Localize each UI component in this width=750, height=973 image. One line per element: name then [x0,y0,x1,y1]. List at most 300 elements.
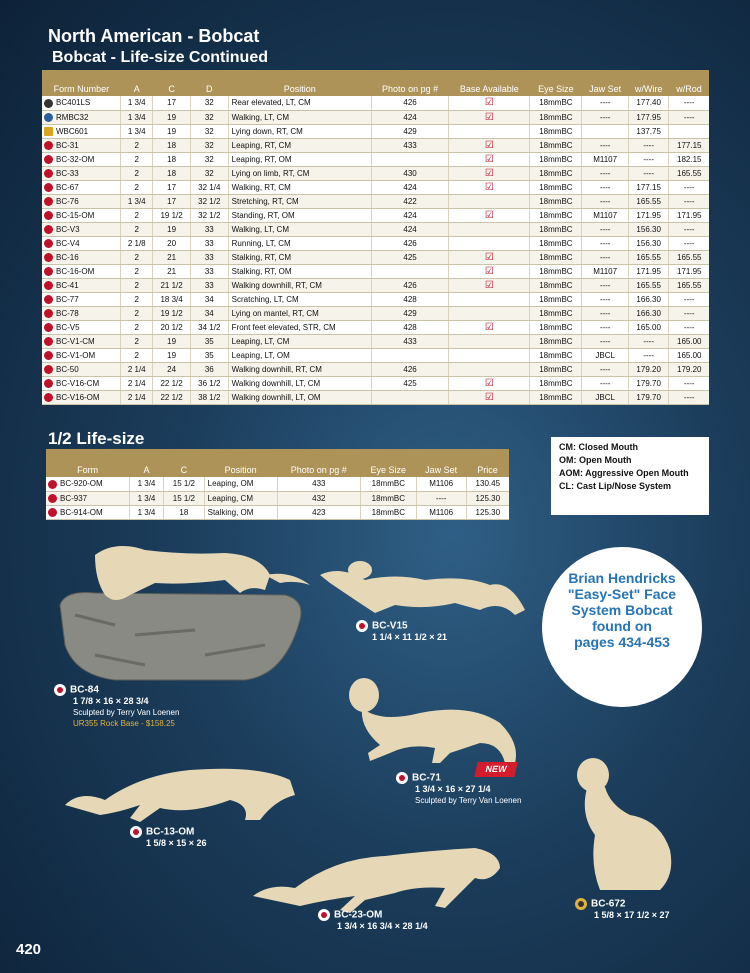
table-row [42,376,709,390]
c-cell: 20 1/2 [153,320,191,334]
table-row [42,222,709,236]
callout-line: Brian Hendricks [568,570,676,586]
a-cell: 2 1/4 [121,362,153,376]
table-row [42,278,709,292]
legend-cm: CM: Closed Mouth [559,442,638,452]
jaw-cell: ---- [582,236,628,250]
pos-cell: Leaping, LT, CM [228,334,371,348]
base-cell [449,334,530,348]
form-number: BC-920-OM [60,479,103,489]
a-cell: 2 [121,334,153,348]
jaw-cell: ---- [582,306,628,320]
callout-line: found on [592,618,652,634]
wire-cell: 179.70 [628,376,669,390]
bc-71-figure [340,673,525,768]
c-cell: 20 [153,236,191,250]
form-number: BC-41 [56,280,79,290]
jaw-cell: M1107 [582,264,628,278]
form-number-cell [42,334,121,348]
photo-cell: 428 [371,320,448,334]
rod-cell: ---- [669,376,709,390]
a-cell: 1 3/4 [129,505,163,519]
base-cell [449,306,530,320]
c-cell: 21 1/2 [153,278,191,292]
form-type-icon [54,684,66,696]
column-header: Base Available [449,70,530,96]
c-cell: 18 [153,138,191,152]
base-cell: ☑ [449,208,530,222]
product-id: BC-672 [591,898,626,910]
pos-cell: Leaping, RT, CM [228,138,371,152]
column-header: w/Wire [628,70,669,96]
jaw-cell: JBCL [582,390,628,404]
eye-cell: 18mmBC [530,222,582,236]
table-row [42,250,709,264]
eye-cell: 18mmBC [530,250,582,264]
pos-cell: Stalking, OM [204,505,277,519]
eye-cell: 18mmBC [360,477,416,491]
eye-cell: 18mmBC [530,334,582,348]
pos-cell: Walking, LT, CM [228,222,371,236]
form-number: RMBC32 [56,112,89,122]
a-cell: 2 1/4 [121,376,153,390]
product-id: BC-13-OM [146,826,195,838]
rod-cell: ---- [669,180,709,194]
rod-cell: 165.55 [669,166,709,180]
a-cell: 1 3/4 [121,110,153,124]
a-cell: 2 [121,138,153,152]
jaw-cell: ---- [582,222,628,236]
form-type-icon [48,494,57,503]
form-type-icon [356,620,368,632]
d-cell: 35 [190,334,228,348]
wire-cell: 166.30 [628,306,669,320]
rod-cell: ---- [669,222,709,236]
table-row [46,477,509,491]
base-cell: ☑ [449,110,530,124]
a-cell: 1 3/4 [129,477,163,491]
form-number: BC-V3 [56,224,80,234]
form-type-icon [44,253,53,262]
easy-set-callout [542,547,702,707]
page-title: North American - Bobcat [48,26,260,46]
base-cell: ☑ [449,96,530,110]
jaw-cell: JBCL [582,348,628,362]
bc-84-caption [54,684,179,729]
form-type-icon [44,113,53,122]
d-cell: 32 1/2 [190,194,228,208]
wire-cell: 166.30 [628,292,669,306]
table-row [42,320,709,334]
photo-cell: 424 [371,180,448,194]
wire-cell: 179.20 [628,362,669,376]
eye-cell: 18mmBC [530,180,582,194]
form-type-icon [575,898,587,910]
pos-cell: Leaping, CM [204,491,277,505]
eye-cell: 18mmBC [530,110,582,124]
wire-cell: ---- [628,138,669,152]
pos-cell: Leaping, RT, OM [228,152,371,166]
column-header: C [164,449,204,477]
bc-v15-figure [315,555,530,625]
pos-cell: Walking downhill, LT, OM [228,390,371,404]
photo-cell: 433 [371,334,448,348]
table-row [42,292,709,306]
form-number: BC-32-OM [56,154,95,164]
table-row [42,194,709,208]
wire-cell: 137.75 [628,124,669,138]
a-cell: 2 [121,152,153,166]
form-type-icon [44,225,53,234]
eye-cell: 18mmBC [530,306,582,320]
d-cell: 36 1/2 [190,376,228,390]
pos-cell: Lying on limb, RT, CM [228,166,371,180]
d-cell: 34 1/2 [190,320,228,334]
d-cell: 32 [190,152,228,166]
legend-cl: CL: Cast Lip/Nose System [559,481,672,491]
form-type-icon [396,772,408,784]
form-number-cell [42,180,121,194]
form-number-cell [42,320,121,334]
form-number: BC-15-OM [56,210,95,220]
jaw-cell: M1107 [582,208,628,222]
form-number-cell [42,250,121,264]
jaw-cell: ---- [582,292,628,306]
pos-cell: Scratching, LT, CM [228,292,371,306]
product-dims: 1 1/4 × 11 1/2 × 21 [372,632,448,642]
eye-cell: 18mmBC [530,292,582,306]
table-row [42,110,709,124]
pos-cell: Lying on mantel, RT, CM [228,306,371,320]
table-row [42,180,709,194]
bc-672-caption [575,898,670,921]
a-cell: 1 3/4 [129,491,163,505]
c-cell: 21 [153,264,191,278]
jaw-cell: ---- [582,166,628,180]
column-header: Position [228,70,371,96]
table-row [46,491,509,505]
jaw-cell: ---- [582,110,628,124]
photo-cell: 433 [277,477,360,491]
column-header: A [129,449,163,477]
rod-cell: 171.95 [669,208,709,222]
price-cell: 125.30 [466,505,509,519]
form-number-cell [42,236,121,250]
column-header: Jaw Set [582,70,628,96]
base-cell: ☑ [449,376,530,390]
photo-cell: 425 [371,250,448,264]
table-row [42,348,709,362]
form-type-icon [44,141,53,150]
column-header: C [153,70,191,96]
d-cell: 36 [190,362,228,376]
eye-cell: 18mmBC [530,96,582,110]
table-row [42,124,709,138]
form-number: BC-V4 [56,238,80,248]
bc-13-om-figure [60,760,300,830]
abbreviation-legend [551,437,709,515]
c-cell: 19 1/2 [153,208,191,222]
form-number: BC-67 [56,182,79,192]
photo-cell: 423 [277,505,360,519]
photo-cell: 428 [371,292,448,306]
jaw-cell: ---- [582,250,628,264]
jaw-cell: ---- [582,180,628,194]
form-number: BC-V1-CM [56,336,95,346]
form-number: BC-V16-CM [56,378,100,388]
table-row [42,390,709,404]
product-dims: 1 5/8 × 17 1/2 × 27 [594,910,670,920]
eye-cell: 18mmBC [530,278,582,292]
rod-cell: ---- [669,96,709,110]
photo-cell: 425 [371,376,448,390]
form-number: BC-914-OM [60,507,103,517]
eye-cell: 18mmBC [530,208,582,222]
c-cell: 19 [153,222,191,236]
photo-cell: 429 [371,306,448,320]
photo-cell [371,264,448,278]
c-cell: 18 [164,505,204,519]
form-type-icon [44,379,53,388]
table-row [42,306,709,320]
d-cell: 32 [190,96,228,110]
callout-line: System Bobcat [571,602,673,618]
pos-cell: Leaping, LT, OM [228,348,371,362]
d-cell: 34 [190,306,228,320]
wire-cell: 156.30 [628,222,669,236]
eye-cell: 18mmBC [530,390,582,404]
a-cell: 1 3/4 [121,96,153,110]
base-cell: ☑ [449,152,530,166]
wire-cell: 165.00 [628,320,669,334]
form-type-icon [44,183,53,192]
jaw-cell [582,124,628,138]
form-type-icon [44,281,53,290]
photo-cell: 422 [371,194,448,208]
rod-cell: ---- [669,306,709,320]
d-cell: 32 1/2 [190,208,228,222]
wire-cell: 171.95 [628,264,669,278]
product-dims: 1 5/8 × 15 × 26 [146,838,207,848]
form-number-cell [42,306,121,320]
form-type-icon [48,508,57,517]
rod-cell: 165.00 [669,334,709,348]
base-cell: ☑ [449,390,530,404]
form-number: BC401LS [56,98,91,108]
jaw-cell: M1106 [416,505,466,519]
price-cell: 130.45 [466,477,509,491]
wire-cell: 177.40 [628,96,669,110]
pos-cell: Rear elevated, LT, CM [228,96,371,110]
a-cell: 1 3/4 [121,124,153,138]
form-number-cell [42,376,121,390]
wire-cell: ---- [628,334,669,348]
wire-cell: 165.55 [628,194,669,208]
form-number: BC-50 [56,364,79,374]
table-row [42,208,709,222]
a-cell: 2 [121,264,153,278]
pos-cell: Leaping, OM [204,477,277,491]
column-header: Price [466,449,509,477]
c-cell: 19 [153,124,191,138]
pos-cell: Front feet elevated, STR, CM [228,320,371,334]
base-cell [449,236,530,250]
form-number: BC-78 [56,308,79,318]
column-header: Position [204,449,277,477]
a-cell: 2 [121,250,153,264]
form-type-icon [44,239,53,248]
product-dims: 1 3/4 × 16 × 27 1/4 [415,784,491,794]
eye-cell: 18mmBC [360,505,416,519]
eye-cell: 18mmBC [530,138,582,152]
photo-cell: 433 [371,138,448,152]
rod-cell: ---- [669,194,709,208]
form-number: WBC601 [56,126,89,136]
form-type-icon [44,169,53,178]
form-number-cell [42,194,121,208]
a-cell: 2 [121,222,153,236]
photo-cell: 432 [277,491,360,505]
bc-84-figure [55,535,315,685]
base-cell [449,124,530,138]
form-number: BC-33 [56,168,79,178]
a-cell: 2 [121,278,153,292]
eye-cell: 18mmBC [530,236,582,250]
c-cell: 24 [153,362,191,376]
column-header: A [121,70,153,96]
wire-cell: ---- [628,166,669,180]
d-cell: 34 [190,292,228,306]
table-row [42,236,709,250]
product-id: BC-V15 [372,620,408,632]
form-type-icon [44,197,53,206]
form-type-icon [318,909,330,921]
eye-cell: 18mmBC [530,376,582,390]
product-dims: 1 3/4 × 16 3/4 × 28 1/4 [337,921,428,931]
d-cell: 32 [190,110,228,124]
photo-cell: 424 [371,208,448,222]
column-header: D [190,70,228,96]
d-cell: 33 [190,278,228,292]
base-cell [449,292,530,306]
c-cell: 19 1/2 [153,306,191,320]
c-cell: 18 3/4 [153,292,191,306]
form-type-icon [44,323,53,332]
d-cell: 32 1/4 [190,180,228,194]
form-type-icon [44,267,53,276]
jaw-cell: ---- [582,334,628,348]
a-cell: 2 [121,348,153,362]
a-cell: 2 [121,180,153,194]
form-number: BC-V1-OM [56,350,96,360]
form-number-cell [42,278,121,292]
half-lifesize-title: 1/2 Life-size [48,429,145,448]
pos-cell: Walking downhill, RT, CM [228,362,371,376]
bc-23-om-figure [245,838,510,921]
form-type-icon [44,295,53,304]
photo-cell: 429 [371,124,448,138]
eye-cell: 18mmBC [530,166,582,180]
a-cell: 2 [121,166,153,180]
bc-672-figure [565,755,680,895]
a-cell: 2 1/8 [121,236,153,250]
wire-cell: 156.30 [628,236,669,250]
c-cell: 15 1/2 [164,477,204,491]
form-type-icon [44,155,53,164]
c-cell: 18 [153,152,191,166]
form-type-icon [44,211,53,220]
form-number-cell [42,222,121,236]
bc-23-om-caption [318,909,428,932]
wire-cell: 177.95 [628,110,669,124]
d-cell: 35 [190,348,228,362]
c-cell: 22 1/2 [153,390,191,404]
table-row [42,362,709,376]
d-cell: 33 [190,264,228,278]
pos-cell: Stretching, RT, CM [228,194,371,208]
pos-cell: Stalking, RT, OM [228,264,371,278]
eye-cell: 18mmBC [530,194,582,208]
product-id: BC-84 [70,684,99,696]
bc-13-om-caption [130,826,207,849]
rod-cell: 179.20 [669,362,709,376]
half-lifesize-table [46,449,509,520]
form-number-cell [46,505,129,519]
eye-cell: 18mmBC [530,348,582,362]
form-type-icon [44,127,53,136]
base-cell [449,348,530,362]
eye-cell: 18mmBC [360,491,416,505]
pos-cell: Walking, LT, CM [228,110,371,124]
rod-cell: ---- [669,390,709,404]
base-cell: ☑ [449,166,530,180]
rod-cell [669,124,709,138]
photo-cell: 424 [371,110,448,124]
jaw-cell: ---- [416,491,466,505]
jaw-cell: ---- [582,96,628,110]
pos-cell: Walking, RT, CM [228,180,371,194]
wire-cell: 177.15 [628,180,669,194]
eye-cell: 18mmBC [530,320,582,334]
table-row [42,334,709,348]
base-cell [449,362,530,376]
pos-cell: Stalking, RT, CM [228,250,371,264]
photo-cell: 426 [371,278,448,292]
form-type-icon [48,480,57,489]
form-type-icon [44,351,53,360]
form-number-cell [42,152,121,166]
wire-cell: ---- [628,348,669,362]
form-type-icon [44,337,53,346]
photo-cell [371,348,448,362]
bc-71-caption [396,772,521,806]
column-header: Photo on pg # [371,70,448,96]
c-cell: 22 1/2 [153,376,191,390]
jaw-cell: M1106 [416,477,466,491]
product-id: BC-23-OM [334,909,383,921]
form-number: BC-V16-OM [56,392,100,402]
table-row [42,166,709,180]
a-cell: 2 [121,320,153,334]
rod-cell: 165.55 [669,250,709,264]
photo-cell [371,390,448,404]
form-type-icon [44,309,53,318]
form-number: BC-77 [56,294,79,304]
a-cell: 2 [121,306,153,320]
form-number-cell [42,208,121,222]
base-cell: ☑ [449,278,530,292]
photo-cell: 426 [371,362,448,376]
